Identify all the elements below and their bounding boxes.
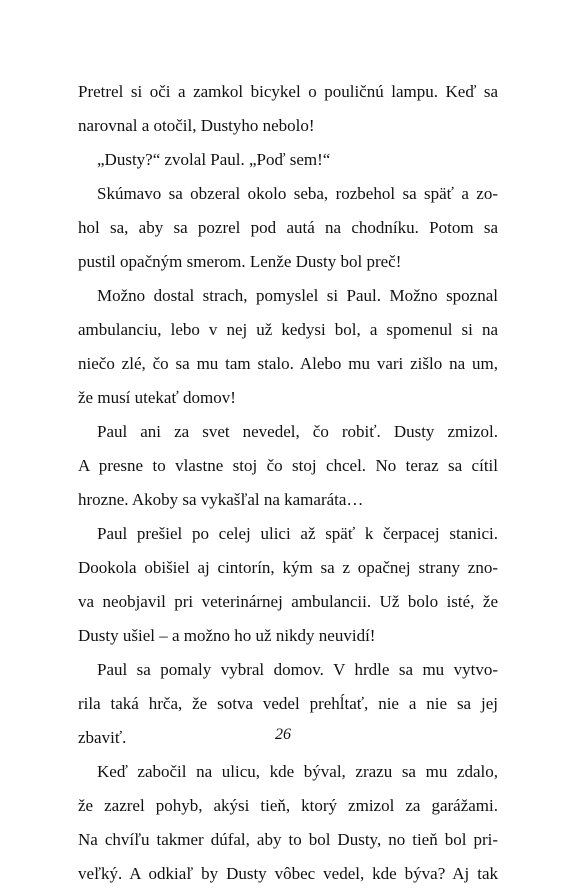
text-line: niečo zlé, čo sa mu tam stalo. Alebo mu vari zišlo na um,: [78, 354, 498, 373]
text-line: ambulanciu, lebo v nej už kedysi bol, a spomenul si na: [78, 320, 498, 339]
text-line: Paul sa pomaly vybral domov. V hrdle sa mu vytvo-: [97, 660, 498, 679]
text-line: že zazrel pohyb, akýsi tieň, ktorý zmizol za garážami.: [78, 796, 498, 815]
text-line: Na chvíľu takmer dúfal, aby to bol Dusty, no tieň bol pri-: [78, 830, 498, 849]
text-line: narovnal a otočil, Dustyho nebolo!: [78, 116, 315, 135]
text-line: pustil opačným smerom. Lenže Dusty bol preč!: [78, 252, 402, 271]
text-line: hrozne. Akoby sa vykašľal na kamaráta…: [78, 490, 364, 509]
body-text: [78, 75, 498, 891]
text-line: Paul prešiel po celej ulici až späť k čerpacej stanici.: [97, 524, 498, 543]
text-line: Dookola obišiel aj cintorín, kým sa z opačnej strany zno-: [78, 558, 498, 577]
text-line: A presne to vlastne stoj čo stoj chcel. No teraz sa cítil: [78, 456, 498, 475]
text-line: zbaviť.: [78, 728, 127, 747]
page-number: 26: [275, 726, 291, 743]
text-line: hol sa, aby sa pozrel pod autá na chodníku. Potom sa: [78, 218, 498, 237]
text-line: va neobjavil pri veterinárnej ambulancii. Už bolo isté, že: [78, 592, 498, 611]
text-line: Dusty ušiel – a možno ho už nikdy neuvidí!: [78, 626, 376, 645]
text-line: Paul ani za svet nevedel, čo robiť. Dusty zmizol.: [97, 422, 498, 441]
text-line: Pretrel si oči a zamkol bicykel o pouličnú lampu. Keď sa: [78, 82, 498, 101]
text-line: rila taká hrča, že sotva vedel prehĺtať, nie a nie sa jej: [78, 694, 498, 713]
text-line: Skúmavo sa obzeral okolo seba, rozbehol sa späť a zo-: [97, 184, 498, 203]
text-line: Keď zabočil na ulicu, kde býval, zrazu sa mu zdalo,: [97, 762, 498, 781]
text-line: „Dusty?“ zvolal Paul. „Poď sem!“: [97, 150, 331, 169]
text-line: Možno dostal strach, pomyslel si Paul. Možno spoznal: [97, 286, 498, 305]
text-line: že musí utekať domov!: [78, 388, 236, 407]
text-line: veľký. A odkiaľ by Dusty vôbec vedel, kde býva? Aj tak: [78, 864, 498, 883]
